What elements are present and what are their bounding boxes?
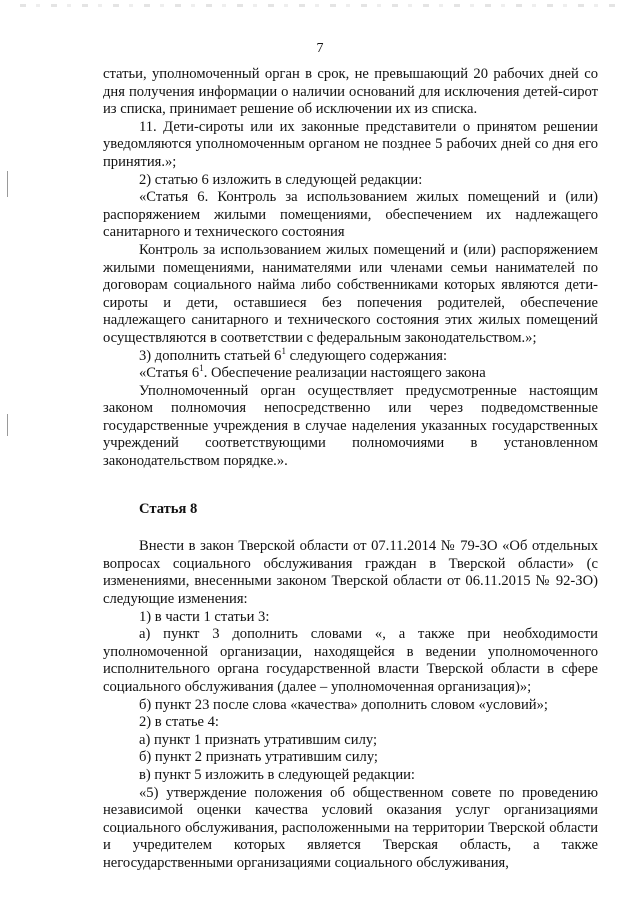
paragraph: в) пункт 5 изложить в следующей редакции: xyxy=(139,766,415,783)
paragraph: 2) в статье 4: xyxy=(139,714,219,731)
text-run: 3) дополнить статьей 6 xyxy=(139,347,282,364)
scan-noise xyxy=(20,4,620,7)
paragraph: б) пункт 23 после слова «качества» дополнить словом «условий»; xyxy=(139,696,548,713)
paragraph xyxy=(103,365,598,383)
page-number: 7 xyxy=(316,41,324,56)
paragraph: Уполномоченный орган осуществляет предусмотренные настоящим законом полномочия непосредственно или через подведомственные государственные учреждения в случае наделения указанных государственных учреждений соответствующими полномочиями в установленном законодательством порядке.». xyxy=(103,382,598,470)
paragraph: а) пункт 1 признать утратившим силу; xyxy=(139,731,378,748)
paragraph: «5) утверждение положения об общественном совете по проведению независимой оценки качества условий оказания услуг организациями социального обслуживания, расположенными на территории Тверской области и учредителем которых является Тверская область, а также негосударственными организациями социального обслуживания, xyxy=(103,784,598,871)
paragraph: 2) статью 6 изложить в следующей редакции: xyxy=(139,171,423,188)
margin-mark xyxy=(7,171,8,197)
superscript: 1 xyxy=(199,363,204,374)
paragraph: а) пункт 3 дополнить словами «, а также при необходимости уполномоченной организации, находящейся в ведении уполномоченного исполнительного органа государственной власти Тверской области в сфере социального обслуживания (далее – уполномоченная организация)»; xyxy=(103,626,598,695)
text-run: . Обеспечение реализации настоящего закона xyxy=(203,365,486,382)
document-body xyxy=(103,66,598,873)
paragraph: Внести в закон Тверской области от 07.11.2014 № 79-ЗО «Об отдельных вопросах социального обслуживания граждан в Тверской области» (с изменениями, внесенными законом Тверской области от 06.11.2015 № 92-ЗО) следующие изменения: xyxy=(103,538,598,608)
margin-mark xyxy=(7,414,8,436)
text-run: «Статья 6 xyxy=(139,365,200,382)
paragraph: статьи, уполномоченный орган в срок, не превышающий 20 рабочих дней со дня получения информации о наличии оснований для исключения детей-сирот из списка, принимает решение об исключении их из списка. xyxy=(103,66,598,118)
text-run: следующего содержания: xyxy=(285,347,448,364)
paragraph: 11. Дети-сироты или их законные представители о принятом решении уведомляются уполномоченным органом не позднее 5 рабочих дней со дня его принятия.»; xyxy=(103,118,598,170)
paragraph: 1) в части 1 статьи 3: xyxy=(139,608,270,625)
superscript: 1 xyxy=(281,345,286,356)
paragraph: Контроль за использованием жилых помещений и (или) распоряжением жилыми помещениями, нанимателями или членами семьи нанимателей по договорам социального найма либо собственниками которых являются дети-сироты и дети, оставшиеся без попечения родителей, обеспечение надлежащего санитарного и технического состояния этих жилых помещений осуществляются в соответствии с федеральным законодательством.»; xyxy=(103,241,598,346)
paragraph: «Статья 6. Контроль за использованием жилых помещений и (или) распоряжением жилыми помещениями, обеспечением их надлежащего санитарного и технического состояния xyxy=(103,189,598,241)
article-heading: Статья 8 xyxy=(139,500,198,517)
paragraph xyxy=(103,345,598,366)
paragraph: б) пункт 2 признать утратившим силу; xyxy=(139,749,378,766)
